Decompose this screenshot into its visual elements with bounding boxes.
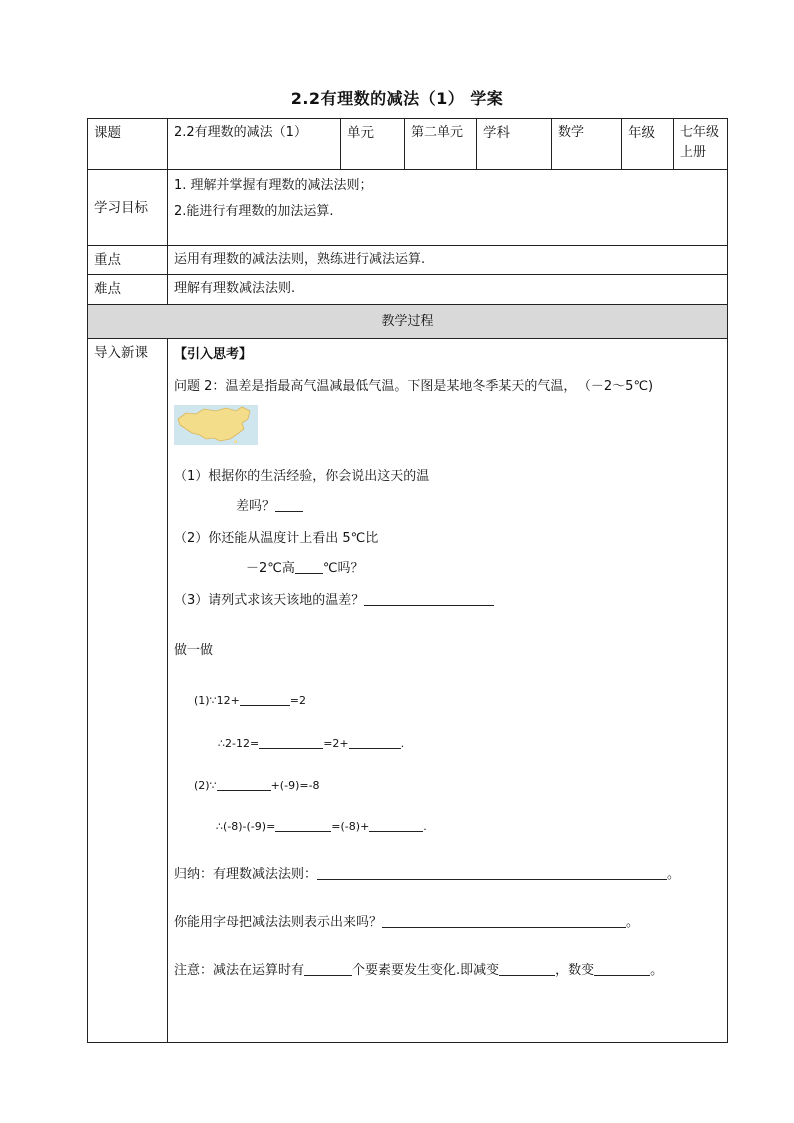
- p2-line-b: [216, 817, 427, 837]
- q2-line-a: （2）你还能从温度计上看出 5℃比: [174, 531, 379, 546]
- summary-text: 归纳：有理数减法法则：: [174, 867, 318, 882]
- note-a: 注意：减法在运算时有: [174, 963, 305, 978]
- answer-blank[interactable]: [295, 559, 323, 574]
- header-row: [88, 119, 728, 170]
- p2b-post: .: [423, 820, 427, 833]
- temp-range: （－2～5℃): [584, 379, 654, 394]
- keti-label: 课题: [88, 119, 168, 170]
- p1a-pre: (1)∵12+: [194, 694, 240, 707]
- summary-end: 。: [667, 867, 681, 882]
- p2a-post: +(-9)=-8: [270, 779, 320, 792]
- key-point-label: 重点: [88, 246, 168, 275]
- difficulty-row: [88, 275, 728, 305]
- goals-row: [88, 170, 728, 246]
- p1-line-a: [194, 691, 306, 711]
- p1-line-b: [218, 734, 404, 754]
- difficulty-text: 理解有理数减法法则.: [168, 275, 728, 305]
- xueke-label: 学科: [477, 119, 552, 170]
- q1-text: 差吗？: [236, 499, 276, 514]
- xueke-value: 数学: [552, 119, 622, 170]
- intro-row: [88, 339, 728, 1043]
- letter-text: 你能用字母把减法法则表示出来吗？: [174, 915, 383, 930]
- danyuan-label: 单元: [341, 119, 405, 170]
- note-c: ，数变: [555, 963, 595, 978]
- key-point-row: [88, 246, 728, 275]
- intro-content: [168, 339, 728, 1043]
- p2b-pre: ∴(-8)-(-9)=: [216, 820, 276, 833]
- answer-blank[interactable]: [275, 497, 303, 512]
- answer-blank[interactable]: [364, 591, 494, 606]
- goal-item: 2.能进行有理数的加法运算.: [174, 204, 334, 219]
- q3-line: [174, 591, 494, 611]
- question-text: 问题 2：温差是指最高气温减最低气温。下图是某地冬季某天的气温，: [174, 379, 577, 394]
- q1-line-a: （1）根据你的生活经验，你会说出这天的温: [174, 469, 430, 484]
- q1-line-b: [236, 497, 303, 517]
- q3-text: （3）请列式求该天该地的温差？: [174, 593, 365, 608]
- goals-content: [168, 170, 728, 246]
- goals-label: 学习目标: [88, 170, 168, 246]
- letter-end: 。: [626, 915, 640, 930]
- p1b-pre: ∴2-12=: [218, 737, 260, 750]
- note-b: 个要素要发生变化.即减变: [352, 963, 500, 978]
- answer-blank[interactable]: [275, 817, 331, 832]
- p2a-pre: (2)∵: [194, 779, 217, 792]
- lesson-plan-table: [87, 118, 728, 1043]
- nianji-value: 七年级上册: [674, 119, 728, 170]
- nianji-label: 年级: [622, 119, 674, 170]
- p2b-mid: =(-8)+: [331, 820, 370, 833]
- p2-line-a: [194, 776, 320, 796]
- note-line: [174, 961, 663, 981]
- answer-blank[interactable]: [499, 961, 555, 976]
- answer-blank[interactable]: [369, 817, 423, 832]
- process-header: 教学过程: [88, 305, 728, 339]
- goal-item: 1. 理解并掌握有理数的减法法则；: [174, 178, 373, 193]
- p1b-mid: =2+: [323, 737, 349, 750]
- china-map-icon: [174, 405, 258, 445]
- question-line: [174, 377, 653, 397]
- answer-blank[interactable]: [349, 734, 401, 749]
- intro-heading: 【引入思考】: [174, 347, 253, 362]
- answer-blank[interactable]: [240, 691, 290, 706]
- p1a-post: =2: [289, 694, 307, 707]
- answer-blank[interactable]: [594, 961, 650, 976]
- practice-title: 做一做: [174, 643, 214, 658]
- process-header-row: [88, 305, 728, 339]
- q2-pre: －2℃高: [246, 561, 295, 576]
- note-end: 。: [650, 963, 664, 978]
- summary-line: [174, 865, 680, 885]
- answer-blank[interactable]: [217, 776, 271, 791]
- answer-blank[interactable]: [317, 865, 667, 880]
- intro-label: 导入新课: [88, 339, 168, 1043]
- q2-post: ℃吗？: [322, 561, 364, 576]
- difficulty-label: 难点: [88, 275, 168, 305]
- p1b-post: .: [400, 737, 405, 750]
- keti-value: 2.2有理数的减法（1）: [168, 119, 341, 170]
- letter-line: [174, 913, 639, 933]
- answer-blank[interactable]: [259, 734, 323, 749]
- key-point-text: 运用有理数的减法法则，熟练进行减法运算.: [168, 246, 728, 275]
- answer-blank[interactable]: [304, 961, 352, 976]
- q2-line-b: [246, 559, 363, 579]
- page-title: 2.2有理数的减法（1） 学案: [290, 89, 504, 108]
- answer-blank[interactable]: [382, 913, 626, 928]
- danyuan-value: 第二单元: [405, 119, 477, 170]
